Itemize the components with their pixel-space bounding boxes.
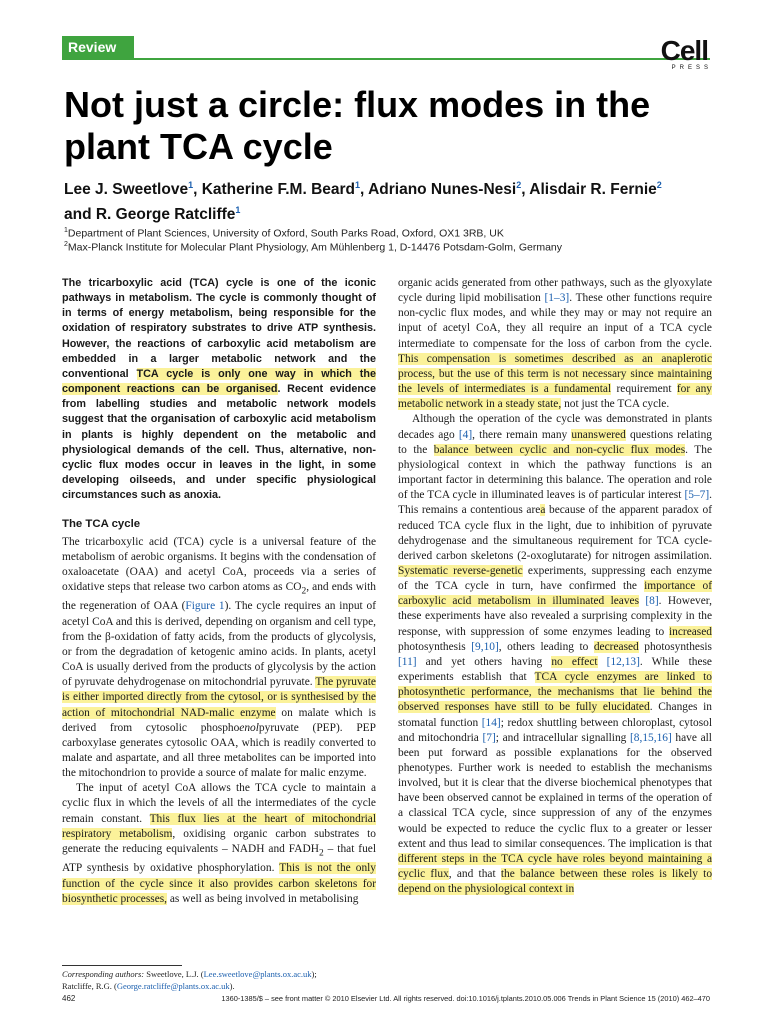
footnote — [62, 968, 382, 992]
body-text: requirement — [611, 383, 677, 396]
body-text: Although the operation of the cycle was demonstrated in plants decades ago — [398, 413, 712, 441]
body-text: as well as being involved in metabolising — [167, 892, 359, 905]
body-text: have all been put forward as possible explanations for the observed phenotypes. Further work is needed to establish the mechanisms involved, but it is clear that the diverse biochemical phenotypes that have been observed cannot be explained in terms of the operation of a classical TCA cycle, since suppression of any of the enzymes would be expected to reduce the cyclic flux to a greater or lesser extent and thus lead to similar consequences. The implication is that — [398, 731, 712, 850]
highlight: TCA cycle enzymes are linked to photosynthetic performance, the mechanisms that lie behind the observed responses have still to be fully elucidated — [398, 671, 712, 714]
author-name: , Adriano Nunes-Nesi — [360, 181, 517, 199]
highlight: unanswered — [571, 428, 626, 441]
journal-logo-press: PRESS — [671, 65, 712, 71]
citation-link[interactable]: [8,15,16] — [630, 731, 672, 744]
email-link[interactable]: Lee.sweetlove@plants.ox.ac.uk — [203, 969, 312, 979]
body-text: , and ends with the regeneration of OAA ( — [62, 580, 376, 613]
highlight: increased — [668, 625, 712, 638]
body-paragraph — [398, 276, 712, 412]
body-text: – that fuel ATP synthesis by oxidative phosphorylation. — [62, 842, 377, 875]
author-list — [64, 175, 714, 225]
body-text: , others leading to — [498, 640, 594, 653]
body-text: , oxidising organic carbon substrates to generate the reducing equivalents – NADH and FADH — [62, 827, 376, 855]
author-name: , Katherine F.M. Beard — [193, 181, 356, 199]
body-text: ; and intracellular signalling — [495, 731, 630, 744]
highlight: This flux lies at the heart of mitochondrial respiratory metabolism — [62, 812, 377, 840]
affiliation-marker[interactable]: 1 — [235, 205, 241, 216]
author-line-2 — [64, 200, 714, 225]
body-paragraph — [62, 781, 376, 907]
abstract-text: . Recent evidence from labelling studies and metabolic network models suggest that the organisation of carboxylic acid metabolism in plants is highly dependent on the metabolic and physiological demands of the cell. Thus, alternative, non-cyclic flux modes occur in leaves in the light, in some developing oilseeds, and under specific physiological circumstances such as anoxia. — [62, 383, 376, 502]
highlight: This compensation is sometimes described as an anaplerotic process, but the use of this term is not necessary since maintaining the levels of intermediates is a fundamental — [398, 352, 712, 396]
highlight: for any metabolic network in a steady state, — [398, 383, 712, 411]
author-name: and R. George Ratcliffe — [64, 206, 236, 224]
journal-logo — [648, 35, 712, 72]
body-text: ; redox shuttling between chloroplast, cytosol and mitochondria — [398, 716, 712, 744]
author-line-1 — [64, 175, 714, 200]
highlight: balance between cyclic and non-cyclic flux modes — [433, 443, 686, 456]
citation-link[interactable]: [11] — [398, 655, 417, 668]
body-text: , and that — [448, 868, 501, 881]
italic-text: enol — [239, 721, 259, 734]
citation-link[interactable]: [5–7] — [684, 489, 710, 502]
affiliation-number: 2 — [64, 241, 68, 248]
subscript: 2 — [318, 848, 324, 859]
body-text: . However, these experiments have also revealed a surprising complexity in the response, with suppression of some enzymes leading to — [398, 595, 712, 638]
left-column — [62, 276, 376, 907]
right-column — [398, 276, 712, 897]
citation-link[interactable]: [4] — [458, 428, 473, 441]
body-text: . The physiological context in which the pathway functions is an important factor in determining this balance. The operation and role of the TCA cycle in illuminated leaves is of particular interest — [398, 443, 713, 502]
highlight: The pyruvate is either imported directly from the cytosol, or is synthesised by the action of mitochondrial NAD-malic enzyme — [62, 676, 376, 719]
citation-link[interactable]: [1–3] — [544, 292, 570, 305]
affiliation-marker[interactable]: 1 — [188, 180, 194, 190]
body-text: experiments, suppressing each enzyme of the TCA cycle in turn, have confirmed the — [398, 564, 712, 593]
affiliation-marker[interactable]: 1 — [355, 180, 361, 190]
footnote-rule — [62, 965, 182, 966]
body-text: . Changes in stomatal function — [398, 701, 712, 729]
highlight: different steps in the TCA cycle have roles beyond maintaining a cyclic flux — [398, 852, 712, 881]
affiliation-text: Department of Plant Sciences, University of Oxford, South Parks Road, Oxford, OX1 3RB, UK — [67, 227, 504, 240]
author-name: Lee J. Sweetlove — [64, 181, 189, 199]
citation-link[interactable]: [14] — [481, 716, 501, 729]
footnote-label: Corresponding authors: — [62, 969, 145, 979]
highlight: importance of carboxylic acid metabolism in illuminated leaves — [398, 580, 712, 608]
highlight: a — [540, 504, 546, 517]
affiliation-number: 1 — [64, 227, 68, 234]
body-text: because of the apparent paradox of reduced TCA cycle flux in the light, due to inhibition of pyruvate dehydrogenase and the simultaneous requirement for TCA cycle-derived carbon skeletons (2-oxoglutarate) for nitrogen assimilation. — [398, 504, 712, 562]
citation-link[interactable]: [7] — [482, 731, 496, 744]
body-text: The tricarboxylic acid (TCA) cycle is a universal feature of the metabolism of aerobic organisms. It begins with the condensation of oxaloacetate (OAA) and acetyl CoA, proceeds via a series of oxidative steps that release two carbon atoms as CO — [62, 535, 376, 593]
body-text: photosynthesis — [638, 640, 712, 653]
citation-link[interactable]: [8] — [645, 595, 659, 608]
footnote-text: ). — [229, 981, 235, 991]
footnote-line-2 — [62, 980, 382, 992]
article-title: Not just a circle: flux modes in the plant TCA cycle — [64, 84, 651, 167]
highlight: no effect — [551, 655, 598, 668]
journal-logo-word: Cell — [660, 35, 708, 66]
header-rule — [62, 58, 710, 60]
affiliation-text: Max-Planck Institute for Molecular Plant Physiology, Am Mühlenberg 1, D-14476 Potsdam-Golm, Germany — [67, 241, 563, 254]
figure-link[interactable]: Figure 1 — [185, 600, 225, 613]
section-heading: The TCA cycle — [62, 518, 141, 531]
abstract — [62, 276, 376, 503]
abstract-text: The tricarboxylic acid (TCA) cycle is one of the iconic pathways in metabolism. The cycle is commonly thought of in terms of energy metabolism, being responsible for the oxidation of respiratory substrates to drive ATP synthesis. However, the reactions of carboxylic acid metabolism are embedded in a larger metabolic network and the conventional — [62, 277, 376, 380]
affiliation-marker[interactable]: 2 — [656, 180, 662, 190]
highlight: This is not the only function of the cycle since it also provides carbon skeletons for biosynthetic processes, — [62, 862, 376, 905]
body-text: . While these experiments establish that — [398, 655, 712, 684]
affiliation-2 — [64, 238, 724, 255]
section-label: Review — [68, 39, 117, 55]
footnote-text: ); — [311, 969, 317, 979]
footnote-line-1 — [62, 968, 382, 980]
section-badge — [62, 36, 134, 59]
body-text — [598, 656, 607, 668]
footnote-text: Sweetlove, L.J. ( — [144, 969, 204, 979]
body-text: questions relating to the — [398, 428, 712, 456]
body-text: , there remain many — [472, 428, 572, 441]
author-name: , Alisdair R. Fernie — [521, 181, 657, 199]
body-paragraph — [62, 535, 376, 782]
highlight: decreased — [593, 640, 639, 653]
body-text: and yet others having — [416, 655, 552, 668]
highlight: Systematic reverse-genetic — [398, 564, 523, 577]
subscript: 2 — [301, 586, 307, 597]
body-text: The input of acetyl CoA allows the TCA cycle to maintain a cyclic flux in which the levels of all the intermediates of the cycle remain constant. — [62, 782, 376, 825]
highlight: TCA cycle is only one way in which the component reactions can be organised — [62, 367, 376, 396]
highlight: the balance between these roles is likely to depend on the physiological context in — [398, 868, 713, 896]
body-paragraph — [398, 412, 712, 897]
body-text: . This remains a contentious are — [398, 489, 712, 517]
footer-citation: 1360-1385/$ – see front matter © 2010 Elsevier Ltd. All rights reserved. doi:10.1016/j.tplants.2010.05.006 Trends in Plant Science 15 (2010) 462–470 — [221, 994, 710, 1003]
footnote-text: Ratcliffe, R.G. ( — [62, 981, 117, 991]
body-text: pyruvate (PEP). PEP carboxylase generates cytosolic OAA, which is readily converted to malate and aspartate, and all three metabolites can be imported into the mitochondrion to provide a source of malate for malic enzyme. — [62, 721, 376, 780]
email-link[interactable]: George.ratcliffe@plants.ox.ac.uk — [116, 981, 230, 991]
citation-link[interactable]: [12,13] — [606, 655, 640, 668]
citation-link[interactable]: [9,10] — [471, 640, 499, 653]
body-text: ). The cycle requires an input of acetyl CoA and this is derived, depending on organism and cell type, from the β-oxidation of fatty acids, from the products of glycolysis, or from the degradation of ketogenic amino acids. In plants, acetyl CoA is usually derived from the products of glycolysis by the action of pyruvate dehydrogenase on mitochondrial pyruvate. — [62, 600, 376, 689]
body-text: not just the TCA cycle. — [561, 398, 670, 411]
body-text: . These other functions require non-cyclic flux modes, and while they may or may not require an input of acetyl CoA, they all require an input of a TCA cycle intermediate to compensate for the loss of carbon from the cycle. — [398, 292, 712, 350]
body-text: photosynthesis — [398, 640, 472, 653]
page-number: 462 — [62, 994, 76, 1003]
body-text: organic acids generated from other pathways, such as the glyoxylate cycle during lipid mobilisation — [398, 277, 712, 305]
body-text: on malate which is derived from cytosolic phospho — [62, 706, 376, 734]
affiliation-marker[interactable]: 2 — [516, 180, 522, 190]
